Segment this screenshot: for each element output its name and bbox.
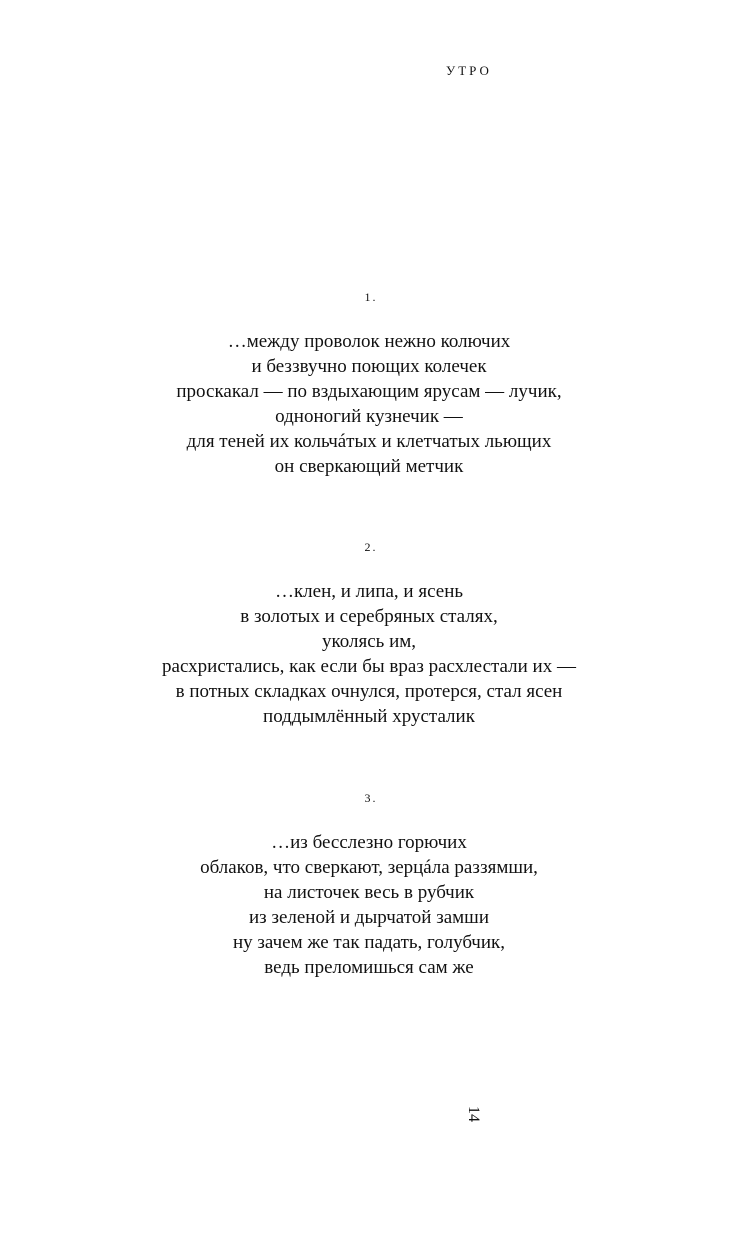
verse-line: для теней их кольчáтых и клетчатых льющих (186, 431, 552, 452)
section-number: 3. (364, 791, 378, 805)
section-number: 2. (364, 540, 378, 554)
verse-line: расхристались, как если бы враз расхлестали их — (162, 656, 576, 677)
verse-line: …клен, и липа, и ясень (274, 581, 464, 602)
verse-line: уколясь им, (321, 631, 417, 652)
verse-line: из зеленой и дырчатой замши (249, 907, 489, 928)
poem-section-1 (0, 289, 738, 479)
verse-line: облаков, что сверкают, зерцáла раззямши, (200, 857, 538, 878)
poem-section-3 (0, 790, 738, 980)
verse-line: ведь преломишься сам же (264, 957, 474, 978)
verse-line: проскакал — по вздыхающим ярусам — лучик, (176, 381, 562, 402)
verse-line: ну зачем же так падать, голубчик, (233, 932, 505, 953)
running-head: УТРО (446, 63, 492, 78)
verse-line: и беззвучно поющих колечек (251, 356, 487, 377)
verse-line: поддымлённый хрусталик (263, 706, 475, 727)
stanza (0, 579, 738, 729)
verse-line: в потных складках очнулся, протерся, стал ясен (175, 681, 563, 702)
verse-line: …из бесслезно горючих (271, 832, 467, 853)
verse-line: одноногий кузнечик — (275, 406, 463, 427)
verse-line: …между проволок нежно колючих (227, 331, 511, 352)
verse-line: на листочек весь в рубчик (263, 882, 475, 903)
stanza (0, 329, 738, 479)
verse-line: в золотых и серебряных сталях, (240, 606, 498, 627)
verse-line: он сверкающий метчик (274, 456, 464, 477)
section-number: 1. (364, 290, 378, 304)
stanza (0, 830, 738, 980)
poem-section-2 (0, 539, 738, 729)
page-number: 14 (465, 1106, 482, 1122)
